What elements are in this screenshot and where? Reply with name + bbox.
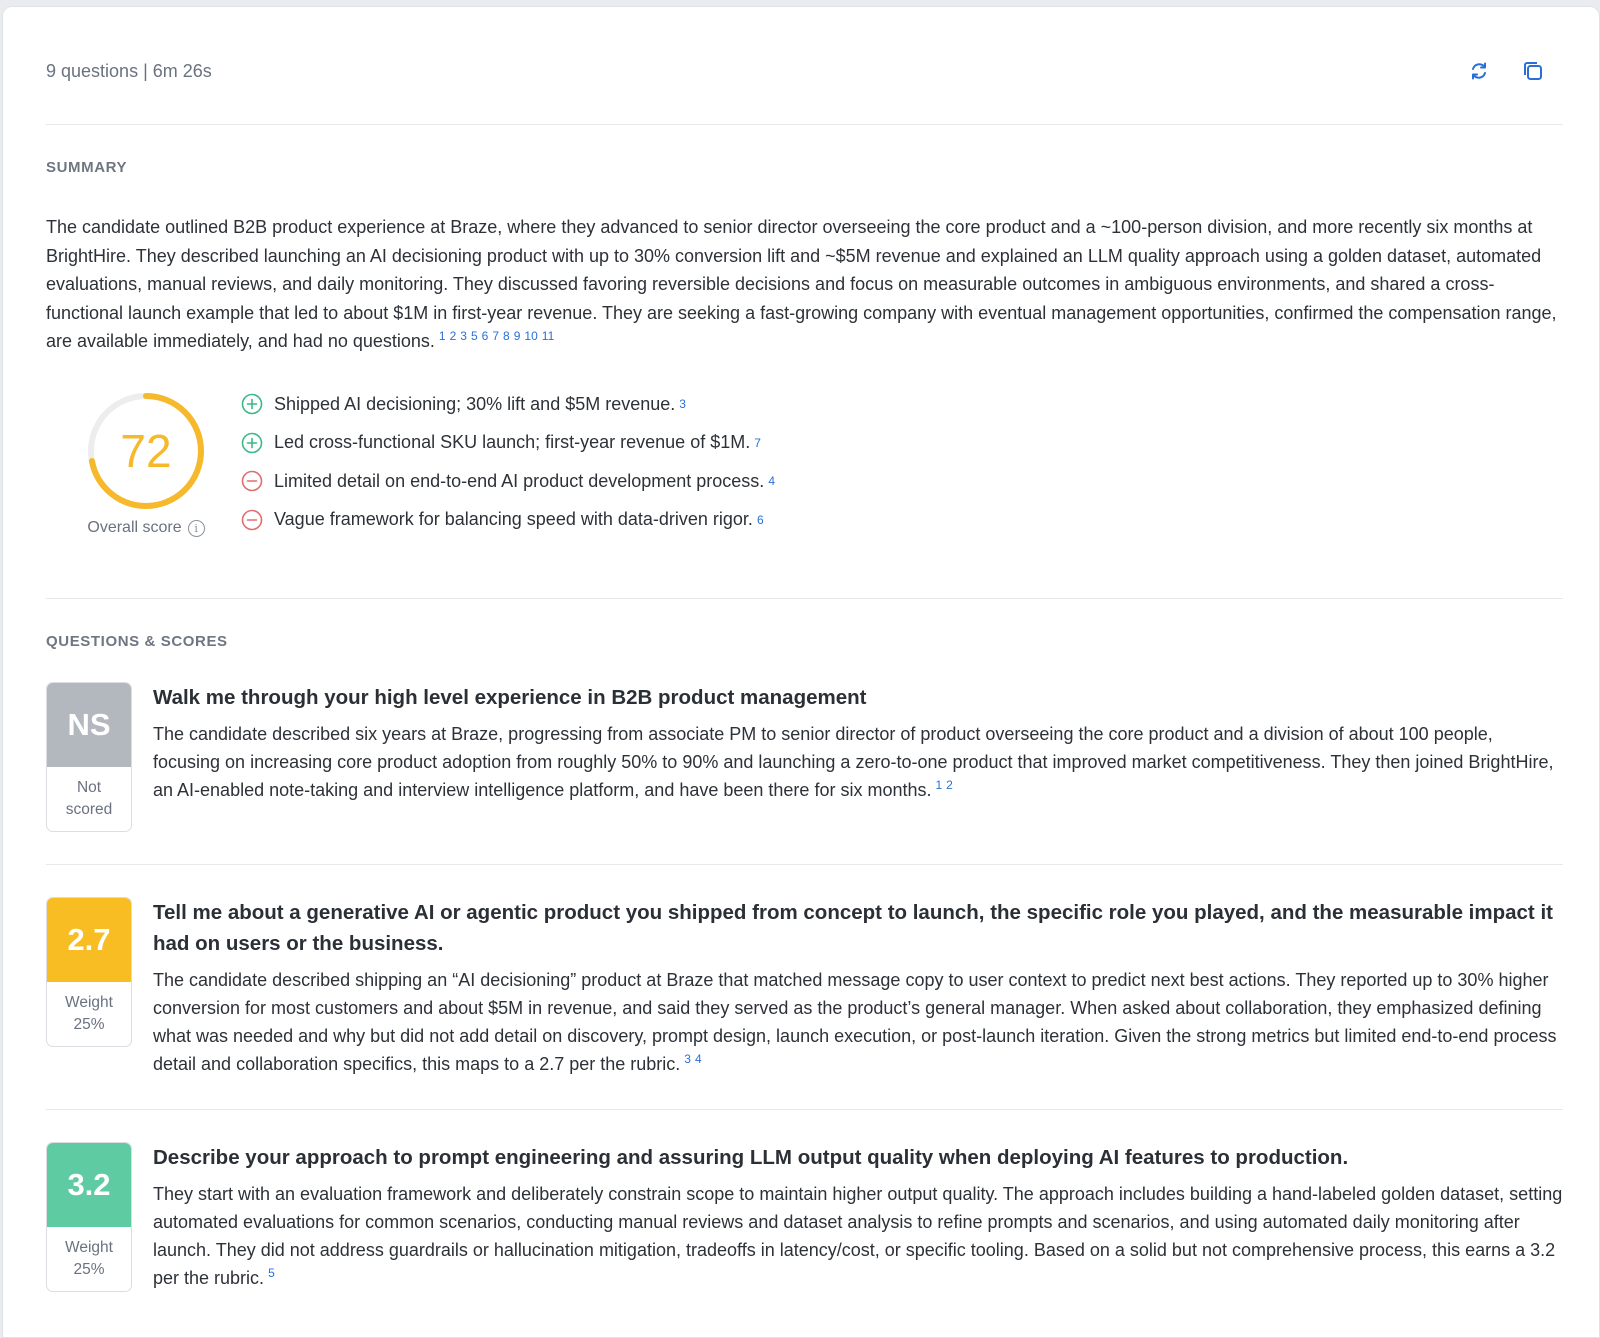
question-body: [153, 682, 1563, 804]
divider: [46, 1109, 1563, 1110]
question-score-meta: [47, 767, 131, 831]
citation-link[interactable]: 6: [481, 329, 489, 343]
copy-icon[interactable]: [1521, 59, 1545, 83]
question-citations: [684, 1052, 705, 1066]
minus-circle-icon: [241, 470, 263, 492]
overall-score-value: 72: [120, 425, 172, 477]
citation-link[interactable]: 6: [756, 512, 764, 527]
citation-link[interactable]: 4: [768, 474, 775, 489]
summary-body: The candidate outlined B2B product experience at Braze, where they advanced to senior director overseeing the core product and a ~100-person division, and more recently six months at BrightHire. They described launching an AI decisioning product with up to 30% conversion lift and ~$5M revenue and explained an LLM quality approach using a golden dataset, automated evaluations, manual reviews, and daily monitoring. They discussed favoring reversible decisions and focus on measurable outcomes in ambiguous environments, and shared a cross-functional launch example that led to about $1M in first-year revenue. They are seeking a fast-growing company with eventual management opportunities, confirmed the compensation range, are available immediately, and had no questions.: [46, 217, 1557, 351]
question-body: [153, 897, 1563, 1078]
question-body: [153, 1142, 1563, 1292]
highlight-item: [241, 501, 779, 540]
citation-link[interactable]: 5: [268, 1266, 275, 1280]
header-bar: [46, 57, 1563, 87]
citation-link[interactable]: 3: [460, 329, 467, 343]
question-score-meta-line1: Weight: [65, 1239, 113, 1256]
highlight-item: [241, 462, 779, 501]
question-description-text: They start with an evaluation framework and deliberately constrain scope to maintain higher output quality. The approach includes building a hand-labeled golden dataset, setting automated evaluations for common scenarios, conducting manual reviews and dataset analysis to refine prompts and scenarios, and using automated daily monitoring after launch. They did not address guardrails or hallucination mitigation, tradeoffs in latency/cost, or specific tooling. Based on a solid but not comprehensive process, this earns a 3.2 per the rubric.: [153, 1184, 1563, 1288]
citation-link[interactable]: 3: [684, 1052, 691, 1066]
question-title: Walk me through your high level experience in B2B product management: [153, 686, 867, 709]
highlight-text: Shipped AI decisioning; 30% lift and $5M revenue.: [274, 393, 676, 414]
minus-circle-icon: [241, 509, 263, 531]
divider: [46, 864, 1563, 865]
question-score-badge: [46, 1142, 132, 1292]
question-score-meta-line2: 25%: [73, 1016, 105, 1033]
citation-link[interactable]: 8: [503, 329, 510, 343]
citation-link[interactable]: 3: [679, 397, 686, 412]
citation-link[interactable]: 1: [935, 778, 943, 792]
highlight-item: [241, 424, 779, 463]
question-description: [153, 720, 1563, 804]
question-title: Tell me about a generative AI or agentic product you shipped from concept to launch, the specific role you played, and the measurable impact it had on users or the business.: [153, 901, 1553, 955]
divider: [46, 124, 1563, 125]
citation-link[interactable]: 9: [513, 329, 521, 343]
summary-citations: [439, 329, 558, 343]
citation-link[interactable]: 7: [492, 329, 500, 343]
question-citations: [935, 778, 956, 792]
question-score-value: 3.2: [47, 1143, 131, 1227]
highlight-item: [241, 385, 779, 424]
question-score-meta-line2: scored: [65, 801, 113, 818]
question-citations: [268, 1266, 279, 1280]
header-actions: [1467, 59, 1545, 83]
questions-heading: QUESTIONS & SCORES: [46, 633, 228, 650]
citation-link[interactable]: 7: [754, 435, 761, 450]
question-score-badge: [46, 897, 132, 1047]
question-title: Describe your approach to prompt engineering and assuring LLM output quality when deploying AI features to production.: [153, 1146, 1349, 1169]
citation-link[interactable]: 11: [541, 329, 555, 343]
question-description: [153, 966, 1563, 1078]
score-ring: [86, 391, 206, 511]
citation-link[interactable]: 10: [524, 329, 538, 343]
highlight-text: Led cross-functional SKU launch; first-year revenue of $1M.: [274, 432, 751, 453]
interview-summary-card: [2, 6, 1600, 1338]
question-score-meta: [47, 982, 131, 1046]
interview-meta: 9 questions | 6m 26s: [46, 61, 212, 81]
question-score-meta-line1: Not: [76, 779, 102, 796]
question-description-text: The candidate described shipping an “AI decisioning” product at Braze that matched message copy to user context to predict next best actions. They reported up to 30% higher conversion for most customers and about $5M in revenue, and said they served as the product’s general manager. When asked about collaboration, they emphasized defining what was needed and why but did not add detail on discovery, prompt design, launch execution, or post-launch iteration. Given the strong metrics but limited end-to-end process detail and collaboration specifics, this maps to a 2.7 per the rubric.: [153, 970, 1557, 1074]
info-icon[interactable]: i: [188, 520, 205, 537]
overall-score-label: [76, 519, 216, 537]
citation-link[interactable]: 5: [470, 329, 478, 343]
question-score-meta: [47, 1227, 131, 1291]
question-score-badge: [46, 682, 132, 832]
citation-link[interactable]: 2: [946, 778, 953, 792]
highlight-text: Vague framework for balancing speed with data-driven rigor.: [274, 509, 753, 530]
citation-link[interactable]: 2: [449, 329, 457, 343]
divider: [46, 598, 1563, 599]
question-score-value: 2.7: [47, 898, 131, 982]
highlights-list: [241, 385, 779, 539]
question-score-value: NS: [47, 683, 131, 767]
overall-score: [76, 391, 216, 537]
question-description-text: The candidate described six years at Braze, progressing from associate PM to senior director of product overseeing the core product and a division of about 100 people, focusing on increasing core product adoption from roughly 50% to 90% and launching a zero-to-one product that improved market competitiveness. They then joined BrightHire, an AI-enabled note-taking and interview intelligence platform, and have been there for six months.: [153, 724, 1554, 800]
refresh-icon[interactable]: [1467, 59, 1491, 83]
summary-heading: SUMMARY: [46, 159, 128, 176]
question-score-meta-line1: Weight: [65, 994, 113, 1011]
highlight-text: Limited detail on end-to-end AI product development process.: [274, 470, 765, 491]
overall-score-text: Overall score: [87, 519, 182, 536]
question-description: [153, 1180, 1563, 1292]
plus-circle-icon: [241, 393, 263, 415]
summary-text: [46, 213, 1563, 356]
citation-link[interactable]: 1: [438, 329, 446, 343]
question-score-meta-line2: 25%: [73, 1261, 105, 1278]
plus-circle-icon: [241, 432, 263, 454]
citation-link[interactable]: 4: [694, 1052, 702, 1066]
